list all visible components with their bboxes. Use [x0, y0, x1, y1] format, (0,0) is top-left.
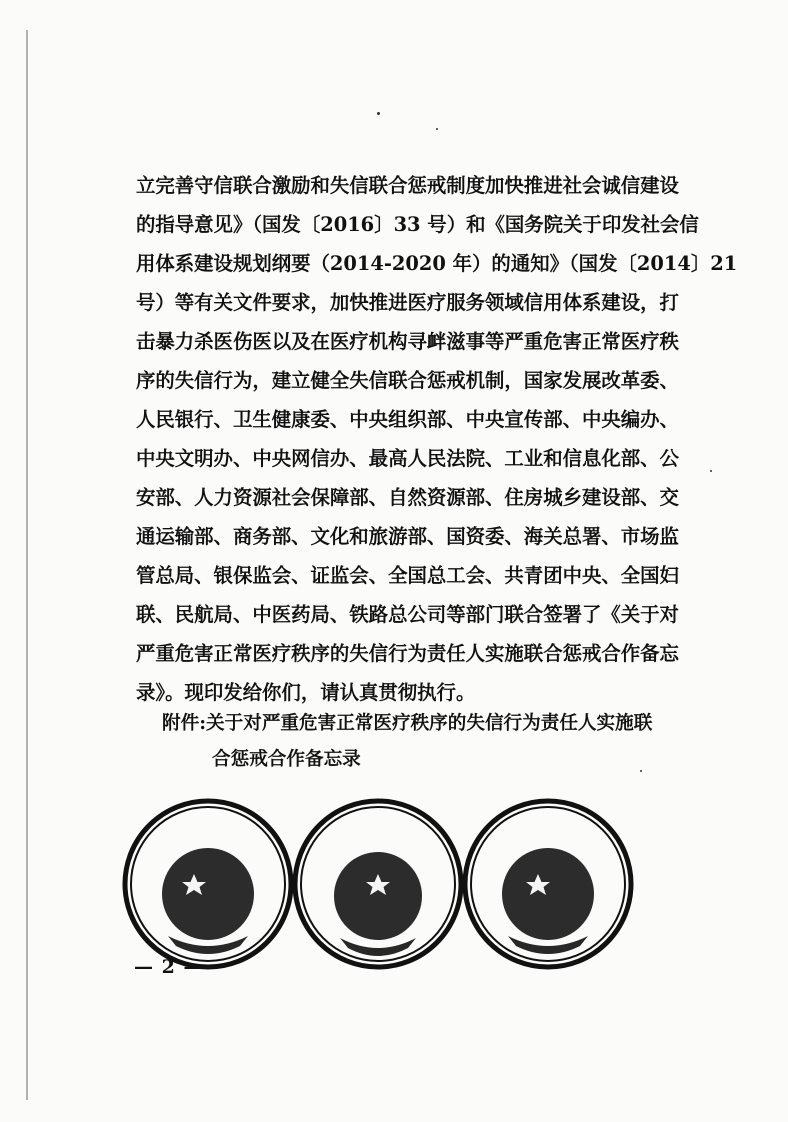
body-line: 通运输部、商务部、文化和旅游部、国资委、海关总署、市场监 — [136, 525, 679, 548]
scan-speck — [436, 128, 438, 130]
attachment-note — [162, 706, 672, 778]
body-line: 击暴力杀医伤医以及在医疗机构寻衅滋事等严重危害正常医疗秩 — [136, 330, 679, 353]
seal-pboc — [290, 796, 466, 972]
attachment-line-1: 附件:关于对严重危害正常医疗秩序的失信行为责任人实施联 — [162, 713, 653, 734]
body-line: 安部、人力资源社会保障部、自然资源部、住房城乡建设部、交 — [136, 486, 679, 509]
body-line: 用体系建设规划纲要（2014-2020 年）的通知》（国发〔2014〕21 — [136, 252, 738, 275]
body-line: 录》。现印发给你们，请认真贯彻执行。 — [136, 681, 476, 704]
scan-speck — [710, 470, 712, 472]
page-number: — 2 — — [134, 956, 204, 978]
body-line: 严重危害正常医疗秩序的失信行为责任人实施联合惩戒合作备忘 — [136, 642, 679, 665]
attachment-line-2: 合惩戒合作备忘录 — [212, 749, 361, 770]
body-line: 管总局、银保监会、证监会、全国总工会、共青团中央、全国妇 — [136, 564, 679, 587]
body-line: 中央文明办、中央网信办、最高人民法院、工业和信息化部、公 — [136, 447, 679, 470]
body-line: 立完善守信联合激励和失信联合惩戒制度加快推进社会诚信建设 — [136, 174, 679, 197]
body-line: 号）等有关文件要求，加快推进医疗服务领域信用体系建设，打 — [136, 291, 679, 314]
scan-margin-line — [26, 30, 28, 1100]
seal-ndrc — [120, 796, 296, 972]
body-line: 的指导意见》（国发〔2016〕33 号）和《国务院关于印发社会信 — [136, 213, 699, 236]
scan-speck — [377, 112, 380, 115]
body-line: 人民银行、卫生健康委、中央组织部、中央宣传部、中央编办、 — [136, 408, 679, 431]
body-line: 序的失信行为，建立健全失信联合惩戒机制，国家发展改革委、 — [136, 369, 679, 392]
body-paragraph — [136, 166, 738, 712]
seal-nhc — [460, 796, 636, 972]
body-line: 联、民航局、中医药局、铁路总公司等部门联合签署了《关于对 — [136, 603, 679, 626]
